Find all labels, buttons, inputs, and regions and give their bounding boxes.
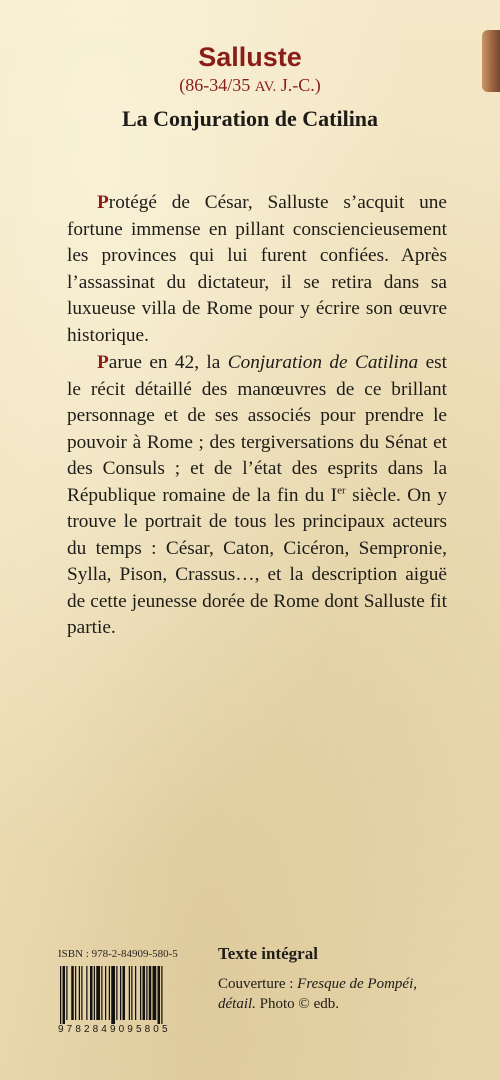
barcode-bar	[161, 966, 162, 1024]
author-name: Salluste	[198, 42, 302, 72]
barcode-bars	[58, 966, 216, 1024]
header	[0, 42, 500, 132]
blurb	[67, 190, 447, 642]
barcode	[58, 966, 216, 1034]
barcode-bar	[71, 966, 74, 1020]
barcode-digits: 9782849095805	[58, 1024, 171, 1035]
barcode-bar	[116, 966, 117, 1020]
barcode-bar	[129, 966, 130, 1020]
barcode-bar	[105, 966, 106, 1020]
book-title: La Conjuration de Catilina	[121, 106, 379, 131]
book-title-italic: Conjuration de Catilina	[227, 352, 419, 373]
barcode-bar	[146, 966, 147, 1020]
barcode-bar	[94, 966, 95, 1020]
initial-letter: P	[97, 352, 109, 373]
barcode-bar	[153, 966, 157, 1020]
barcode-bar	[60, 966, 61, 1024]
cover-credit: Couverture : Fresque de Pompéi, détail. Photo © edb.	[218, 976, 417, 1012]
barcode-bar	[79, 966, 80, 1020]
integral-text-label: Texte intégral	[218, 944, 318, 963]
barcode-bar	[135, 966, 136, 1020]
barcode-bar	[86, 966, 87, 1020]
barcode-bar	[81, 966, 82, 1020]
barcode-bar	[109, 966, 110, 1020]
barcode-bar	[123, 966, 126, 1020]
barcode-bar	[140, 966, 141, 1020]
barcode-bar	[158, 966, 161, 1024]
barcode-bar	[120, 966, 121, 1020]
blurb-paragraph-1: Protégé de César, Salluste s’acquit une fortune immense en pillant consciencieusement les provinces qui lui furent confiées. Après l’assassinat du dictateur, il se retira dans sa luxueuse villa de Rome pour y écrire son œuvre historique.	[67, 192, 447, 346]
blurb-paragraph-2: Parue en 42, la Conjuration de Catilina est le récit détaillé des manœuvres de ce brillant personnage et de ses associés pour prendre le pouvoir à Rome ; des tergiversations du Sénat et des Consuls ; et de l’état des esprits dans la République romaine de la fin du Ier siècle. On y trouve le portrait de tous les principaux acteurs du temps : César, Caton, Cicéron, Sempronie, Sylla, Pison, Crassus…, et la description aiguë de cette jeunesse dorée de Rome dont Salluste fit partie.	[67, 352, 447, 638]
barcode-bar	[143, 966, 146, 1020]
isbn-block	[58, 948, 216, 1034]
barcode-bar	[96, 966, 100, 1020]
isbn-label: ISBN : 978-2-84909-580-5	[58, 948, 178, 960]
edition-info	[218, 944, 448, 1014]
barcode-bar	[131, 966, 132, 1020]
barcode-bar	[63, 966, 66, 1024]
barcode-bar	[90, 966, 93, 1020]
barcode-bar	[111, 966, 115, 1024]
barcode-bar	[149, 966, 152, 1020]
author-dates: (86-34/35 AV. J.-C.)	[179, 75, 321, 95]
barcode-bar	[101, 966, 102, 1020]
barcode-bar	[75, 966, 76, 1020]
barcode-bar	[66, 966, 67, 1020]
initial-letter: P	[97, 192, 109, 213]
